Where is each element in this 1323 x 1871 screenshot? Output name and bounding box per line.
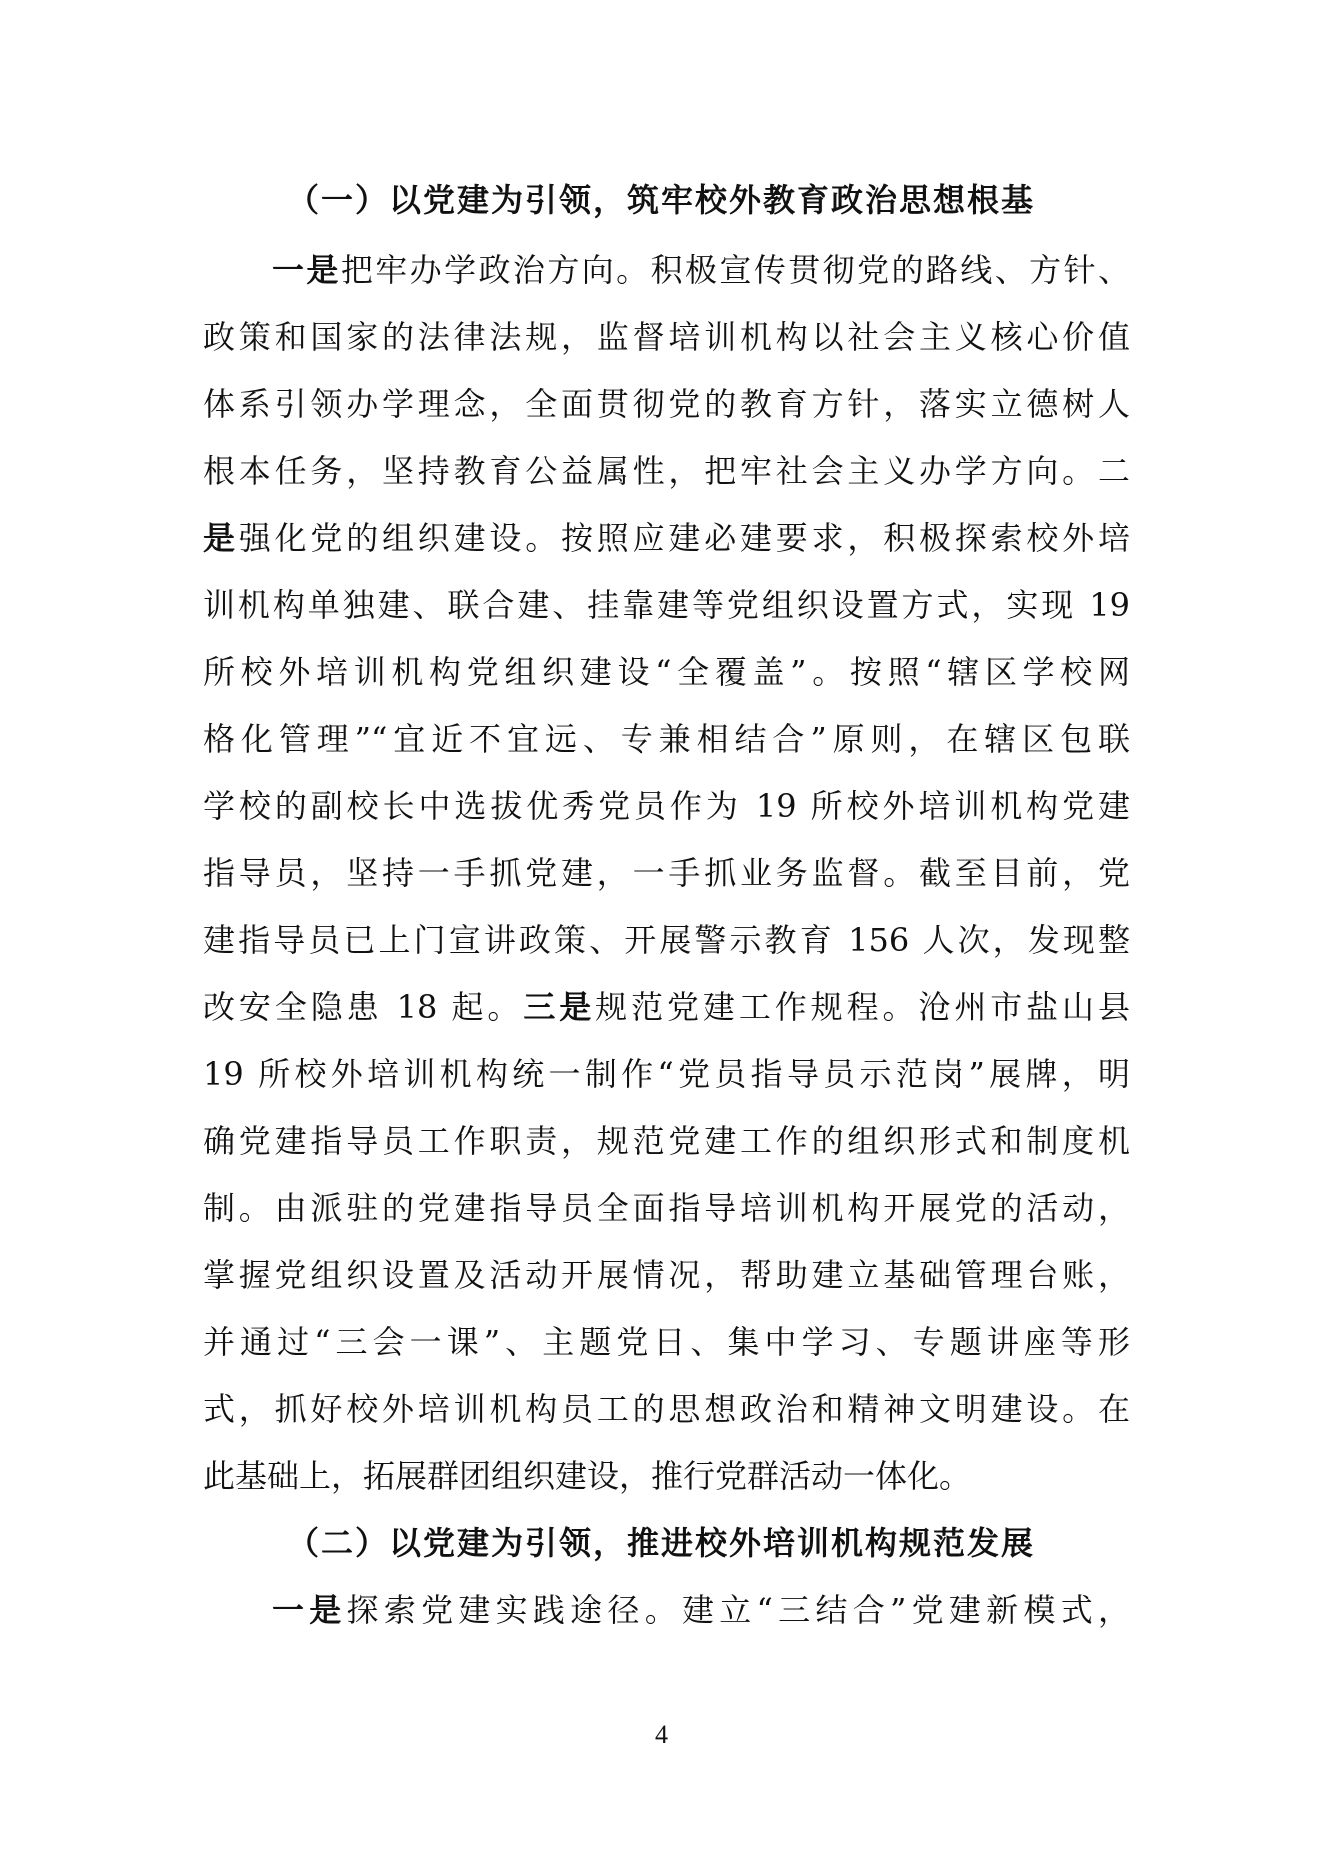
paragraph-1-line-8: 格化管理”“宜近不宜远、专兼相结合”原则，在辖区包联 bbox=[203, 720, 1130, 758]
paragraph-1-line-4: 根本任务，坚持教育公益属性，把牢社会主义办学方向。二 bbox=[203, 452, 1130, 490]
paragraph-1-line-10: 指导员，坚持一手抓党建，一手抓业务监督。截至目前，党 bbox=[203, 854, 1130, 892]
body-text: 探索党建实践途径。建立“三结合”党建新模式， bbox=[346, 1591, 1130, 1629]
paragraph-1-line-6: 训机构单独建、联合建、挂靠建等党组织设置方式，实现 19 bbox=[203, 586, 1130, 624]
body-text: 把牢办学政治方向。积极宣传贯彻党的路线、方针、 bbox=[340, 251, 1130, 289]
section-heading-2: （二）以党建为引领，推进校外培训机构规范发展 bbox=[287, 1524, 1036, 1562]
lead-phrase: 三是 bbox=[523, 988, 596, 1026]
paragraph-1-line-3: 体系引领办学理念，全面贯彻党的教育方针，落实立德树人 bbox=[203, 385, 1130, 423]
paragraph-1-line-1 bbox=[272, 245, 1130, 295]
paragraph-1-line-16: 掌握党组织设置及活动开展情况，帮助建立基础管理台账， bbox=[203, 1256, 1130, 1294]
lead-phrase: 一是 bbox=[272, 251, 341, 289]
section-heading-1: （一）以党建为引领，筑牢校外教育政治思想根基 bbox=[287, 181, 1036, 219]
paragraph-1-line-14: 确党建指导员工作职责，规范党建工作的组织形式和制度机 bbox=[203, 1122, 1130, 1160]
paragraph-1-line-11: 建指导员已上门宣讲政策、开展警示教育 156 人次，发现整 bbox=[203, 921, 1130, 959]
body-text: 改安全隐患 18 起。 bbox=[203, 988, 524, 1026]
paragraph-1-line-13: 19 所校外培训机构统一制作“党员指导员示范岗”展牌，明 bbox=[203, 1055, 1130, 1093]
paragraph-1-line-18: 式，抓好校外培训机构员工的思想政治和精神文明建设。在 bbox=[203, 1390, 1130, 1428]
page-number: 4 bbox=[655, 1720, 668, 1749]
paragraph-1-line-19: 此基础上，拓展群团组织建设，推行党群活动一体化。 bbox=[203, 1457, 972, 1495]
paragraph-1-line-15: 制。由派驻的党建指导员全面指导培训机构开展党的活动， bbox=[203, 1189, 1130, 1227]
paragraph-2-line-1 bbox=[272, 1585, 1130, 1635]
paragraph-1-line-2: 政策和国家的法律法规，监督培训机构以社会主义核心价值 bbox=[203, 318, 1130, 356]
body-text: 强化党的组织建设。按照应建必建要求，积极探索校外培 bbox=[238, 519, 1130, 557]
lead-phrase: 是 bbox=[203, 519, 239, 557]
body-text: 规范党建工作规程。沧州市盐山县 bbox=[595, 988, 1130, 1026]
paragraph-1-line-7: 所校外培训机构党组织建设“全覆盖”。按照“辖区学校网 bbox=[203, 653, 1130, 691]
lead-phrase: 一是 bbox=[272, 1591, 347, 1629]
paragraph-1-line-9: 学校的副校长中选拔优秀党员作为 19 所校外培训机构党建 bbox=[203, 787, 1130, 825]
paragraph-1-line-12 bbox=[203, 982, 1130, 1032]
paragraph-1-line-5 bbox=[203, 513, 1130, 563]
paragraph-1-line-17: 并通过“三会一课”、主题党日、集中学习、专题讲座等形 bbox=[203, 1323, 1130, 1361]
